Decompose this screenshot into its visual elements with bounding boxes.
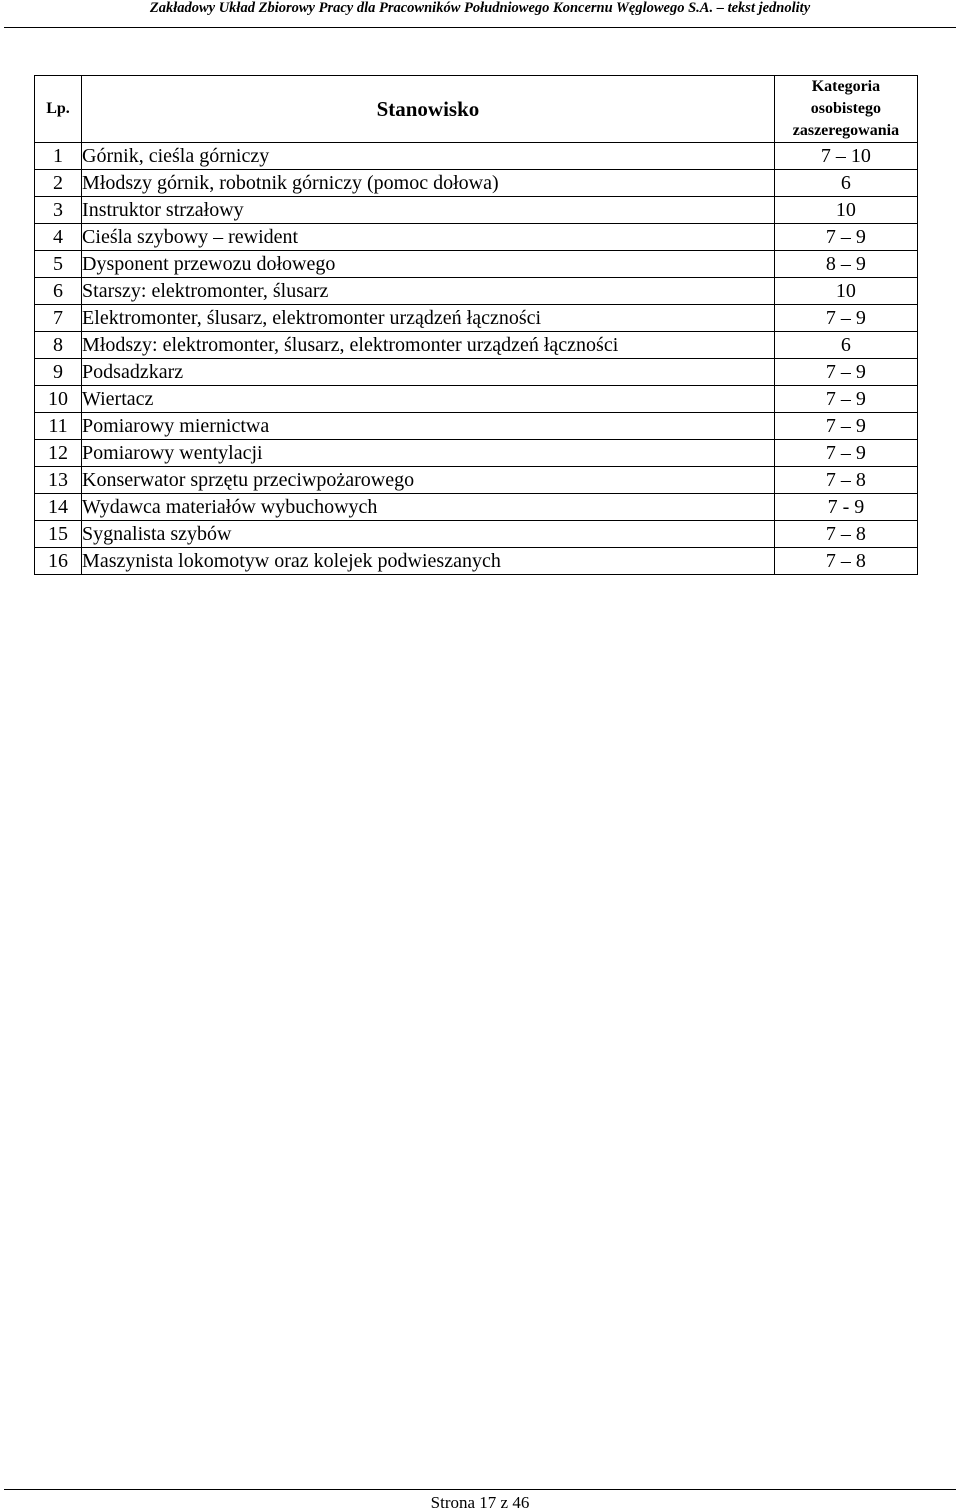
row-number: 2 <box>35 170 82 197</box>
position-name: Cieśla szybowy – rewident <box>82 224 775 251</box>
position-name: Wydawca materiałów wybuchowych <box>82 494 775 521</box>
position-name: Wiertacz <box>82 386 775 413</box>
category-range: 7 – 8 <box>774 548 917 575</box>
table-row <box>35 467 918 494</box>
row-number: 4 <box>35 224 82 251</box>
table-row <box>35 440 918 467</box>
row-number: 11 <box>35 413 82 440</box>
table-row <box>35 521 918 548</box>
column-header-kategoria: Kategoria osobistego zaszeregowania <box>774 76 917 143</box>
category-range: 7 – 9 <box>774 305 917 332</box>
table-row <box>35 278 918 305</box>
row-number: 7 <box>35 305 82 332</box>
table-row <box>35 224 918 251</box>
table-body <box>35 143 918 575</box>
row-number: 10 <box>35 386 82 413</box>
row-number: 3 <box>35 197 82 224</box>
table-row <box>35 170 918 197</box>
row-number: 5 <box>35 251 82 278</box>
table-row <box>35 548 918 575</box>
category-range: 7 – 8 <box>774 467 917 494</box>
category-range: 7 – 9 <box>774 224 917 251</box>
table-row <box>35 359 918 386</box>
row-number: 6 <box>35 278 82 305</box>
position-name: Pomiarowy miernictwa <box>82 413 775 440</box>
category-range: 10 <box>774 197 917 224</box>
position-name: Młodszy górnik, robotnik górniczy (pomoc dołowa) <box>82 170 775 197</box>
category-range: 7 – 9 <box>774 413 917 440</box>
position-name: Dysponent przewozu dołowego <box>82 251 775 278</box>
category-range: 10 <box>774 278 917 305</box>
header-rule <box>4 27 956 28</box>
position-name: Konserwator sprzętu przeciwpożarowego <box>82 467 775 494</box>
page-number: Strona 17 z 46 <box>430 1493 530 1512</box>
row-number: 13 <box>35 467 82 494</box>
category-range: 7 - 9 <box>774 494 917 521</box>
position-name: Starszy: elektromonter, ślusarz <box>82 278 775 305</box>
category-range: 6 <box>774 332 917 359</box>
category-range: 7 – 9 <box>774 386 917 413</box>
row-number: 1 <box>35 143 82 170</box>
row-number: 8 <box>35 332 82 359</box>
row-number: 15 <box>35 521 82 548</box>
position-name: Maszynista lokomotyw oraz kolejek podwieszanych <box>82 548 775 575</box>
table-row <box>35 305 918 332</box>
page-header: Zakładowy Układ Zbiorowy Pracy dla Pracowników Południowego Koncernu Węglowego S.A. – tekst jednolity <box>149 0 811 16</box>
table-header <box>35 76 918 143</box>
row-number: 12 <box>35 440 82 467</box>
position-name: Instruktor strzałowy <box>82 197 775 224</box>
category-range: 7 – 9 <box>774 359 917 386</box>
category-range: 7 – 10 <box>774 143 917 170</box>
table-row <box>35 386 918 413</box>
position-name: Górnik, cieśla górniczy <box>82 143 775 170</box>
category-range: 8 – 9 <box>774 251 917 278</box>
table-row <box>35 251 918 278</box>
column-header-lp: Lp. <box>35 76 82 143</box>
row-number: 16 <box>35 548 82 575</box>
category-range: 7 – 9 <box>774 440 917 467</box>
position-name: Elektromonter, ślusarz, elektromonter urządzeń łączności <box>82 305 775 332</box>
positions-table <box>34 75 918 575</box>
position-name: Podsadzkarz <box>82 359 775 386</box>
row-number: 14 <box>35 494 82 521</box>
category-range: 6 <box>774 170 917 197</box>
row-number: 9 <box>35 359 82 386</box>
category-range: 7 – 8 <box>774 521 917 548</box>
column-header-stanowisko: Stanowisko <box>82 76 775 143</box>
position-name: Młodszy: elektromonter, ślusarz, elektromonter urządzeń łączności <box>82 332 775 359</box>
position-name: Sygnalista szybów <box>82 521 775 548</box>
table-row <box>35 494 918 521</box>
table-row <box>35 413 918 440</box>
position-name: Pomiarowy wentylacji <box>82 440 775 467</box>
table-row <box>35 197 918 224</box>
table-header-row <box>35 76 918 143</box>
footer-rule <box>4 1489 956 1490</box>
table-row <box>35 332 918 359</box>
table-row <box>35 143 918 170</box>
